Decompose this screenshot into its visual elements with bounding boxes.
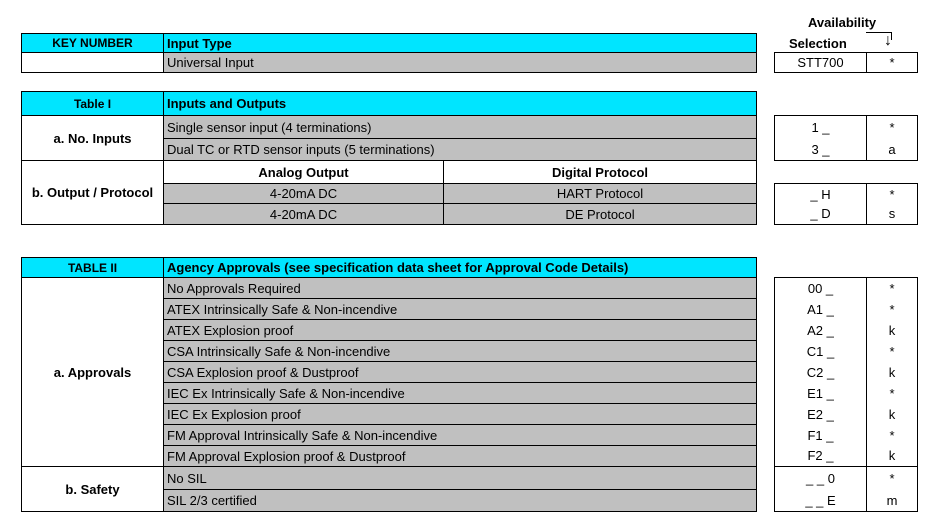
approval-selection: A1 _ [774, 298, 867, 320]
no-inputs-availability-2: a [866, 138, 918, 161]
approval-row: No Approvals Required [163, 277, 757, 299]
output-availability-1: * [866, 183, 918, 204]
approval-selection: A2 _ [774, 319, 867, 341]
no-inputs-label: a. No. Inputs [21, 115, 164, 161]
key-number-blank [21, 52, 164, 73]
table2-header: Agency Approvals (see specification data sheet for Approval Code Details) [163, 257, 757, 278]
approval-selection: 00 _ [774, 277, 867, 299]
output-row-1-digital: HART Protocol [443, 183, 757, 204]
approval-availability: * [866, 424, 918, 446]
universal-input-availability: * [866, 52, 918, 73]
output-protocol-label: b. Output / Protocol [21, 160, 164, 225]
arrow-bracket-top [866, 32, 892, 33]
approval-availability: k [866, 361, 918, 383]
approval-row: IEC Ex Explosion proof [163, 403, 757, 425]
output-availability-2: s [866, 203, 918, 225]
table1-header: Inputs and Outputs [163, 91, 757, 116]
digital-protocol-header: Digital Protocol [443, 160, 757, 184]
approval-selection: C2 _ [774, 361, 867, 383]
universal-input-row: Universal Input [163, 52, 757, 73]
input-type-header: Input Type [163, 33, 757, 53]
approval-availability: * [866, 340, 918, 362]
approval-row: IEC Ex Intrinsically Safe & Non-incendive [163, 382, 757, 404]
approval-availability: k [866, 445, 918, 467]
approval-row: FM Approval Intrinsically Safe & Non-incendive [163, 424, 757, 446]
safety-availability: m [866, 489, 918, 512]
no-inputs-selection-2: 3 _ [774, 138, 867, 161]
safety-label: b. Safety [21, 466, 164, 512]
table1-title: Table I [21, 91, 164, 116]
no-inputs-availability-1: * [866, 115, 918, 139]
approval-selection: C1 _ [774, 340, 867, 362]
approval-selection: F2 _ [774, 445, 867, 467]
approval-selection: E1 _ [774, 382, 867, 404]
key-number-header: KEY NUMBER [21, 33, 164, 53]
output-row-1-analog: 4-20mA DC [163, 183, 444, 204]
selection-label: Selection [789, 36, 847, 51]
no-inputs-row-2: Dual TC or RTD sensor inputs (5 terminations) [163, 138, 757, 161]
analog-output-header: Analog Output [163, 160, 444, 184]
safety-selection: _ _ E [774, 489, 867, 512]
no-inputs-selection-1: 1 _ [774, 115, 867, 139]
approval-selection: F1 _ [774, 424, 867, 446]
approval-availability: * [866, 277, 918, 299]
approval-row: CSA Intrinsically Safe & Non-incendive [163, 340, 757, 362]
safety-selection: _ _ 0 [774, 466, 867, 490]
no-inputs-row-1: Single sensor input (4 terminations) [163, 115, 757, 139]
output-row-2-analog: 4-20mA DC [163, 203, 444, 225]
arrow-bracket-side [891, 32, 892, 40]
approval-row: CSA Explosion proof & Dustproof [163, 361, 757, 383]
approval-availability: k [866, 319, 918, 341]
safety-row: No SIL [163, 466, 757, 490]
approval-row: FM Approval Explosion proof & Dustproof [163, 445, 757, 467]
output-selection-1: _ H [774, 183, 867, 204]
arrow-down-icon: ↓ [884, 32, 892, 49]
universal-input-selection: STT700 [774, 52, 867, 73]
approval-availability: * [866, 298, 918, 320]
approval-row: ATEX Explosion proof [163, 319, 757, 341]
table2-title: TABLE II [21, 257, 164, 278]
approval-availability: k [866, 403, 918, 425]
availability-label: Availability [808, 15, 877, 30]
approvals-label: a. Approvals [21, 277, 164, 467]
approval-selection: E2 _ [774, 403, 867, 425]
safety-availability: * [866, 466, 918, 490]
output-selection-2: _ D [774, 203, 867, 225]
approval-availability: * [866, 382, 918, 404]
approval-row: ATEX Intrinsically Safe & Non-incendive [163, 298, 757, 320]
safety-row: SIL 2/3 certified [163, 489, 757, 512]
output-row-2-digital: DE Protocol [443, 203, 757, 225]
